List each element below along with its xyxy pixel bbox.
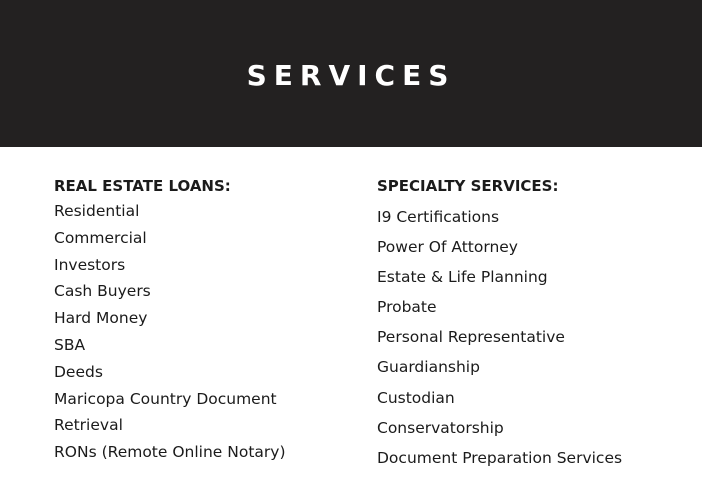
- list-item-deeds: Deeds: [54, 362, 103, 381]
- list-item-custodian: Custodian: [377, 388, 455, 407]
- list-item-document-preparation: Document Preparation Services: [377, 448, 623, 467]
- list-item-sba: SBA: [54, 335, 86, 354]
- list-item-power-of-attorney: Power Of Attorney: [377, 238, 518, 257]
- list-item-i9-certifications: I9 Certifications: [377, 208, 500, 226]
- specialty-services-section: [377, 174, 677, 473]
- real-estate-loans-list: [54, 198, 354, 466]
- list-item-commercial: Commercial: [54, 228, 147, 247]
- list-item-guardianship: Guardianship: [377, 358, 480, 377]
- real-estate-loans-section: [54, 174, 354, 466]
- specialty-services-list: [377, 202, 677, 473]
- list-item-retrieval: Retrieval: [54, 416, 123, 435]
- list-item-conservatorship: Conservatorship: [377, 418, 504, 437]
- list-item-rons: RONs (Remote Online Notary): [54, 443, 286, 462]
- list-item-personal-representative: Personal Representative: [377, 328, 565, 347]
- list-item-maricopa-document: Maricopa Country Document: [54, 389, 277, 408]
- list-item-investors: Investors: [54, 255, 126, 274]
- specialty-services-heading: SPECIALTY SERVICES:: [377, 177, 559, 195]
- page-title: SERVICES: [246, 59, 456, 92]
- list-item-hard-money: Hard Money: [54, 309, 148, 328]
- real-estate-loans-heading: REAL ESTATE LOANS:: [54, 177, 231, 195]
- list-item-estate-life-planning: Estate & Life Planning: [377, 268, 548, 287]
- list-item-cash-buyers: Cash Buyers: [54, 282, 151, 301]
- list-item-probate: Probate: [377, 298, 437, 317]
- services-header-banner: [0, 0, 702, 147]
- list-item-residential: Residential: [54, 202, 140, 220]
